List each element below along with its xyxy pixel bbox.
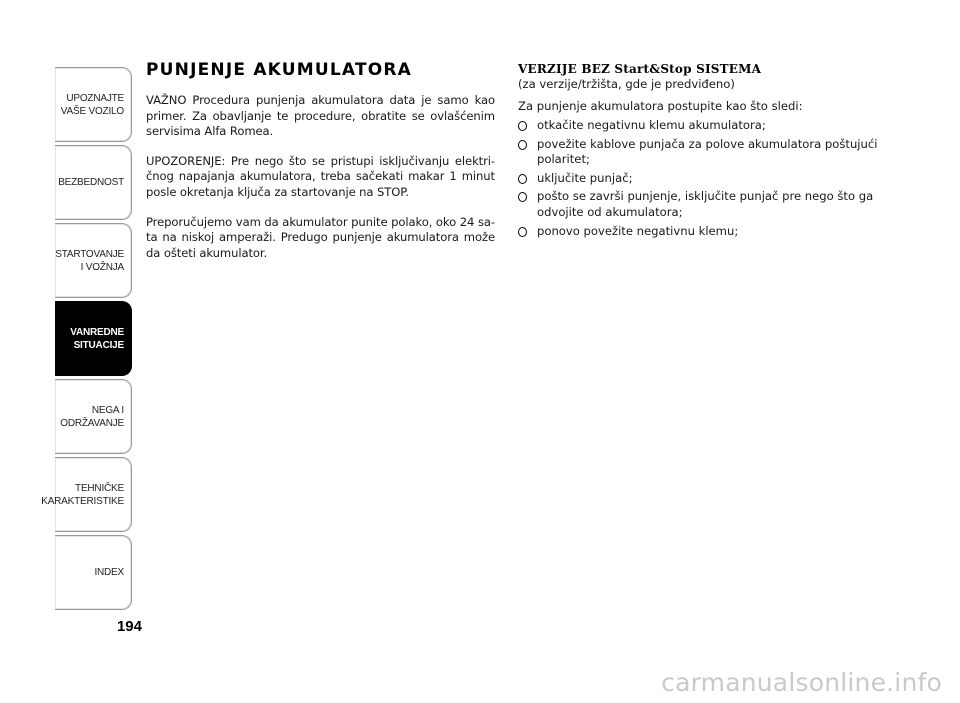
list-item	[518, 118, 883, 134]
tab-index[interactable]: INDEX	[55, 535, 132, 610]
circle-bullet-icon	[518, 174, 527, 184]
section-note: (za verzije/tržišta, gde je predviđeno)	[518, 77, 735, 91]
section-subtitle: VERZIJE BEZ Start&Stop SISTEMA	[518, 62, 762, 76]
step-text: pošto se završi punjenje, isključite punjač pre nego što ga odvojite od akumulatora;	[537, 189, 874, 219]
step-text: uključite punjač;	[537, 170, 633, 185]
page-title: PUNJENJE AKUMULATORA	[146, 60, 413, 80]
right-column	[518, 62, 883, 242]
step-text: ponovo povežite negativnu klemu;	[537, 223, 739, 238]
tab-startovanje-i-voznja[interactable]: STARTOVANJE I VOŽNJA	[55, 223, 132, 298]
important-paragraph: VAŽNO Procedura punjenja akumulatora data je samo kao primer. Za obavljanje te procedure, obratite se ovlašćenim servisima Alfa Romea.	[146, 93, 495, 139]
circle-bullet-icon	[518, 140, 527, 150]
page-number: 194	[116, 618, 142, 635]
warning-paragraph: UPOZORENJE: Pre nego što se pristupi isključivanju elektri-čnog napajanja akumulatora, treba sačekati makar 1 minut posle okretanja ključa za startovanje na STOP.	[146, 153, 495, 199]
step-text: povežite kablove punjača za polove akumulatora poštujući polaritet;	[537, 136, 878, 167]
circle-bullet-icon	[518, 192, 527, 202]
tab-nega-i-odrzavanje[interactable]: NEGA I ODRŽAVANJE	[55, 379, 132, 454]
circle-bullet-icon	[518, 121, 527, 131]
list-item	[518, 224, 883, 240]
steps-list	[518, 118, 883, 239]
circle-bullet-icon	[518, 227, 527, 237]
list-item	[518, 171, 883, 187]
tab-tehnicke-karakteristike[interactable]: TEHNIČKE KARAKTERISTIKE	[55, 457, 132, 532]
tab-upoznajte-vase-vozilo[interactable]: UPOZNAJTE VAŠE VOZILO	[55, 67, 132, 142]
tab-vanredne-situacije[interactable]: VANREDNE SITUACIJE	[55, 301, 132, 376]
step-text: otkačite negativnu klemu akumulatora;	[537, 118, 766, 132]
steps-intro: Za punjenje akumulatora postupite kao što sledi:	[518, 99, 803, 113]
list-item	[518, 189, 883, 220]
watermark: carmanualsonline.info	[661, 668, 942, 697]
tab-bezbednost[interactable]: BEZBEDNOST	[55, 145, 132, 220]
left-column	[146, 60, 495, 275]
recommendation-paragraph: Preporučujemo vam da akumulator punite polako, oko 24 sa-ta na niskoj amperaži. Predugo punjenje akumulatora može da ošteti akumulator.	[146, 214, 495, 260]
list-item	[518, 137, 883, 168]
